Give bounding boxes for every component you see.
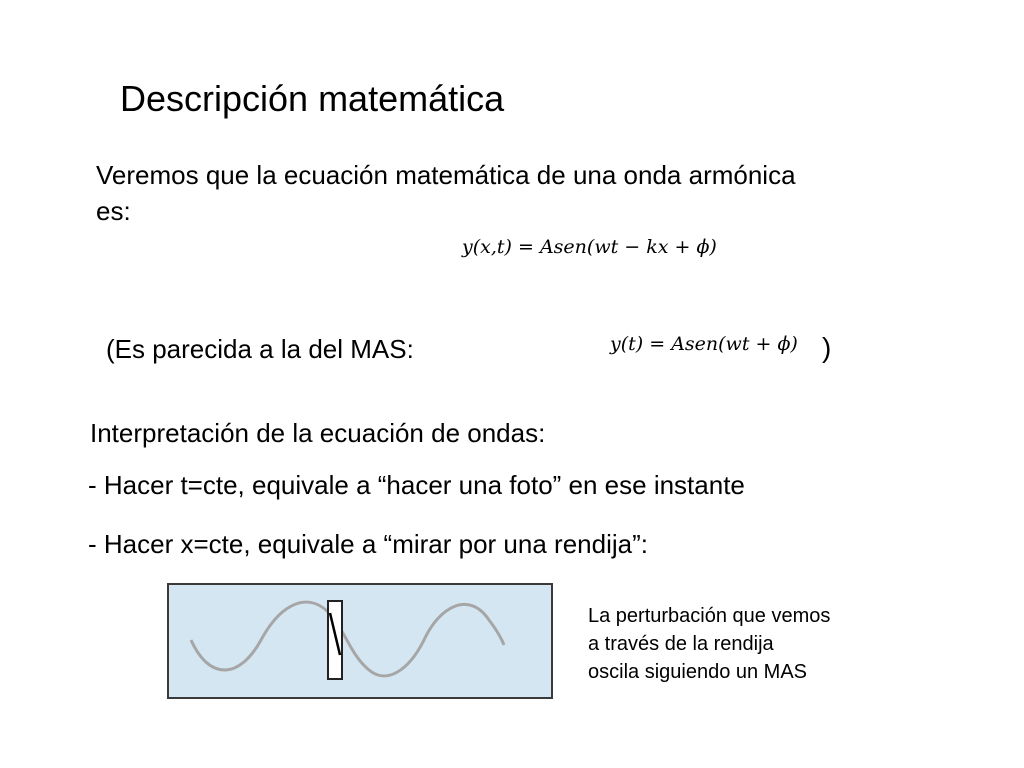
wave-curve: [191, 602, 504, 676]
slit-wave-diagram: [167, 583, 553, 699]
intro-text-line-2: es:: [96, 196, 131, 226]
caption-line-2: a través de la rendija: [588, 633, 774, 655]
caption-line-1: La perturbación que vemos: [588, 605, 831, 627]
interpretation-bullet-slit: - Hacer x=cte, equivale a “mirar por una rendija”:: [88, 529, 648, 559]
mas-equation: y(t) = Asen(wt + ϕ): [610, 333, 798, 355]
caption-line-3: oscila siguiendo un MAS: [588, 661, 808, 683]
intro-text-line-1: Veremos que la ecuación matemática de una onda armónica: [96, 160, 796, 190]
page-title: Descripción matemática: [120, 78, 505, 119]
wave-equation: y(x,t) = Asen(wt − kx + ϕ): [462, 236, 717, 258]
interpretation-title: Interpretación de la ecuación de ondas:: [90, 418, 546, 448]
interpretation-bullet-photo: - Hacer t=cte, equivale a “hacer una foto” en ese instante: [88, 470, 745, 500]
slit-icon: [328, 601, 342, 679]
mas-closing-paren: ): [822, 332, 832, 363]
diagram-caption: [588, 602, 830, 686]
mas-comparison-label: (Es parecida a la del MAS:: [106, 334, 414, 364]
wave-illustration: [169, 585, 551, 697]
